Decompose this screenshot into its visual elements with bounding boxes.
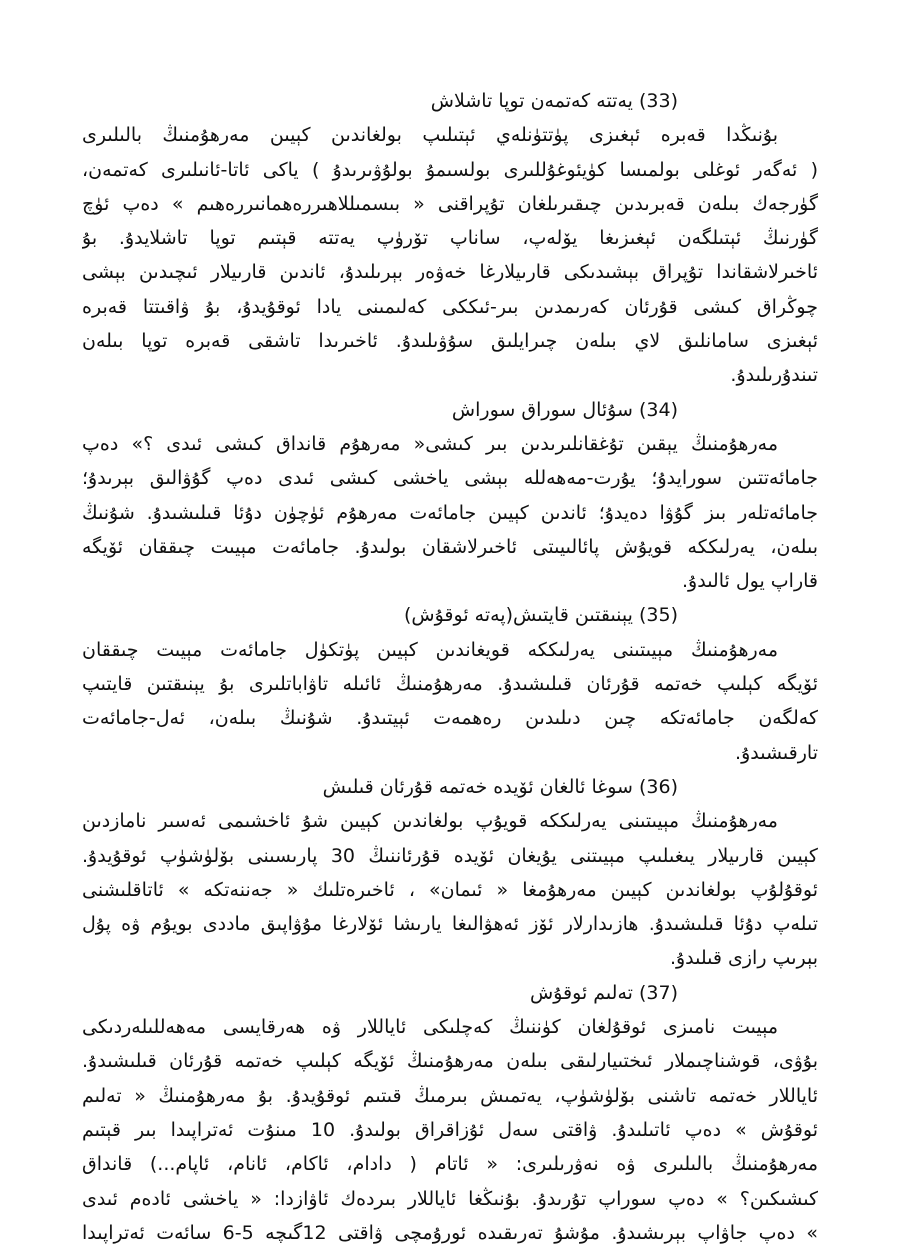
paragraph-line: كېيىن قارىيلار يىغىلىپ مېيىتنى يۇيغان ئۆيدە قۇرئاننىڭ 30 پارىسىنى بۆلۈشۈپ ئوقۇيدۇ. <box>82 844 818 867</box>
paragraph-line: مەرھۇمنىڭ بالىلىرى ۋە نەۋرىلىرى: « ئاتام ( دادام، ئاكام، ئانام، ئاپام...) قانداق <box>82 1153 818 1176</box>
paragraph-line: ئاخىرلاشقاندا تۇپراق بېشىدىكى قارىيلارغا خەۋەر بېرىلىدۇ، ئاندىن قارىيلار ئىچىدىن بېشى <box>82 261 818 284</box>
paragraph-line: ئوقۇش » دەپ ئاتىلىدۇ. ۋاقتى سەل ئۇزاقراق بولىدۇ. 10 مىنۇت ئەتراپىدا بىر قېتىم <box>82 1118 818 1141</box>
paragraph-line: گۈرجەك بىلەن قەبرىدىن چىقىرىلغان تۇپراقنى « بىسمىللاھىررەھمانىررەھىم » دەپ ئۈچ <box>82 192 818 215</box>
section-heading-36: (36) سوغا ئالغان ئۆيدە خەتمە قۇرئان قىلىش <box>322 775 678 798</box>
paragraph-line: ئاياللار خەتمە تاشنى بۆلۈشۈپ، يەتمىش بىرمىڭ قىتىم ئوقۇيدۇ. بۇ مەرھۇمنىڭ « تەلىم <box>82 1084 818 1107</box>
section-heading-34: (34) سۇئال سوراق سوراش <box>451 398 678 421</box>
paragraph-line: تىندۇرىلىدۇ. <box>730 364 818 387</box>
paragraph-line: ( ئەگەر ئوغلى بولمىسا كۈيئوغۇللىرى بولسىمۇ بولۇۋىرىدۇ ) ياكى ئاتا-ئانىلىرى كەتمەن، <box>82 158 818 181</box>
paragraph-line: چوڭراق كىشى قۇرئان كەرىمدىن بىر-ئىككى كەلىمىنى يادا ئوقۇيدۇ، بۇ ۋاقىتتا قەبرە <box>82 295 818 318</box>
section-heading-35: (35) يېنىقتىن قايتىش(پەتە ئوقۇش) <box>404 604 678 627</box>
paragraph-line: ئوقۇلۇپ بولغاندىن كېيىن مەرھۇمغا « ئىمان» ، ئاخىرەتلىك « جەننەتكە » ئاتاقلىشنى <box>82 878 818 901</box>
paragraph-line: ئېغىزى سامانلىق لاي بىلەن چىرايلىق سۇۋىلىدۇ. ئاخىرىدا تاشقى قەبرە توپا بىلەن <box>82 330 818 353</box>
paragraph-line: تارقىشىدۇ. <box>735 741 818 764</box>
paragraph-line: مەرھۇمنىڭ يېقىن تۇغقانلىرىدىن بىر كىشى« مەرھۇم قانداق كىشى ئىدى ؟» دەپ <box>82 432 778 455</box>
paragraph-line: بىلەن، يەرلىككە قويۇش پائالىيىتى ئاخىرلاشقان بولىدۇ. جامائەت مېيىت چىققان ئۆيگە <box>82 535 818 558</box>
paragraph-line: ئۆيگە كېلىپ خەتمە قۇرئان قىلىشىدۇ. مەرھۇمنىڭ ئائىلە تاۋاباتلىرى بۇ يېنىقتىن قايتىپ <box>82 673 818 696</box>
paragraph-line: كەلگەن جامائەتكە چىن دىلىدىن رەھمەت ئېيتىدۇ. شۇنىڭ بىلەن، ئەل-جامائەت <box>82 707 818 730</box>
paragraph-line: بۇۋى، قوشناچىملار ئىختىيارلىقى بىلەن مەرھۇمنىڭ ئۆيگە كېلىپ خەتمە قۇرئان قىلىشىدۇ. <box>82 1050 818 1073</box>
paragraph-line: گۈرنىڭ ئېتىلگەن ئېغىزىغا يۆلەپ، ساناپ تۆرۈپ يەتتە قېتىم توپا تاشلايدۇ. بۇ <box>82 227 818 250</box>
paragraph-line: » دەپ جاۋاپ بېرىشىدۇ. مۇشۇ تەرىقىدە ئورۇمچى ۋاقتى 12گىچە 5-6 سائەت ئەتراپىدا <box>82 1221 818 1244</box>
section-heading-37: (37) تەلىم ئوقۇش <box>530 981 678 1004</box>
paragraph-line: مەرھۇمنىڭ مېيىتىنى يەرلىككە قويۇپ بولغاندىن كېيىن شۇ ئاخشىمى ئەسىر نامازدىن <box>82 810 778 833</box>
paragraph-line: مېيىت نامىزى ئوقۇلغان كۈننىڭ كەچلىكى ئاياللار ۋە ھەرقايسى مەھەللىلەردىكى <box>82 1016 778 1039</box>
paragraph-line: قاراپ يول ئالىدۇ. <box>682 570 818 593</box>
paragraph-line: بۇنىڭدا قەبرە ئېغىزى پۈتتۈنلەي ئېتىلىپ بولغاندىن كېيىن مەرھۇمنىڭ بالىلىرى <box>82 124 778 147</box>
paragraph-line: كىشىكىن؟ » دەپ سوراپ تۇرىدۇ. بۇنىڭغا ئاياللار بىردەك ئاۋازدا: « ياخشى ئادەم ئىدى <box>82 1187 818 1210</box>
paragraph-line: مەرھۇمنىڭ مېيىتىنى يەرلىككە قويغاندىن كېيىن پۈتكۈل جامائەت مېيىت چىققان <box>82 638 778 661</box>
section-heading-33: (33) يەتتە كەتمەن توپا تاشلاش <box>430 90 678 112</box>
paragraph-line: بېرىپ رازى قىلىدۇ. <box>669 947 818 970</box>
paragraph-line: جامائەتتىن سورايدۇ؛ يۇرت-مەھەللە بېشى ياخشى كىشى ئىدى دەپ گۇۋالىق بېرىدۇ؛ <box>82 467 818 490</box>
paragraph-line: جامائەتلەر بىز گۇۋا دەيدۇ؛ ئاندىن كېيىن جامائەت مەرھۇم ئۈچۈن دۇئا قىلىشىدۇ. شۇنىڭ <box>82 501 818 524</box>
paragraph-line: تىلەپ دۇئا قىلىشىدۇ. ھازىدارلار ئۆز ئەھۋالىغا يارىشا ئۆلارغا مۇۋاپىق ماددى بويۇم ۋە پۇل <box>82 913 818 936</box>
